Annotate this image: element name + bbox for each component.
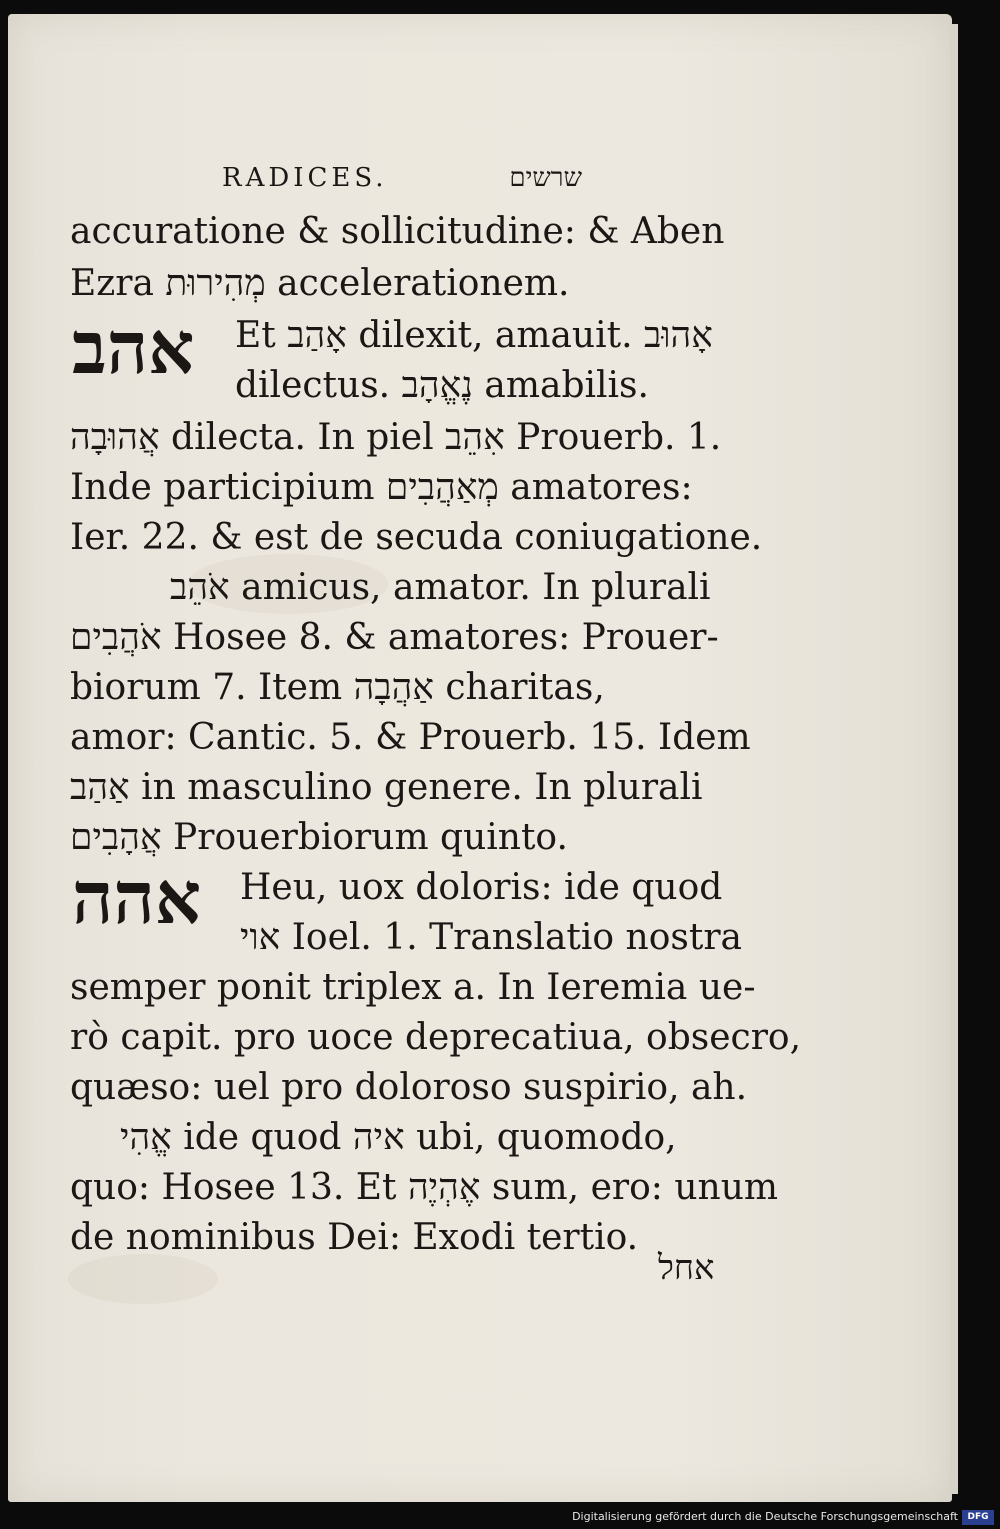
text-line: אֹהֵב amicus, amator. In plurali	[170, 567, 711, 608]
dfg-logo: DFG	[962, 1510, 994, 1525]
running-head	[222, 158, 582, 198]
text-line: Inde participium מְאַהֲבִים amatores:	[70, 467, 693, 508]
text-line: biorum 7. Item אַהֲבָה charitas,	[70, 667, 605, 708]
drop-entry-ahab: אהב	[72, 305, 195, 390]
text-line: accuratione & sollicitudine: & Aben	[70, 211, 725, 252]
drop-entry-ahah: אהה	[72, 855, 202, 940]
text-line: אֹהֲבִים Hosee 8. & amatores: Prouer-	[70, 617, 719, 658]
footer-credit: Digitalisierung gefördert durch die Deutsche Forschungsgemeinschaft	[572, 1510, 958, 1523]
text-line: quæso: uel pro doloroso suspirio, ah.	[70, 1067, 748, 1108]
text-line: אֲהוּבָה dilecta. In piel אִהֵב Prouerb. 1.	[70, 417, 722, 458]
page-stain	[68, 1254, 218, 1304]
catchword: אחל	[658, 1248, 715, 1288]
text-line: Ezra מְהִירוּת accelerationem.	[70, 263, 570, 304]
text-line: אֱהִי ide quod איה ubi, quomodo,	[120, 1117, 677, 1158]
text-line: amor: Cantic. 5. & Prouerb. 15. Idem	[70, 717, 751, 758]
text-line: dilectus. נֶאֱהָב amabilis.	[235, 365, 649, 406]
text-line: אֲהָבִים Prouerbiorum quinto.	[70, 817, 568, 858]
text-line: rò capit. pro uoce deprecatiua, obsecro,	[70, 1017, 802, 1058]
text-line: Ier. 22. & est de secuda coniugatione.	[70, 517, 763, 558]
footer-bar	[0, 1506, 1000, 1529]
text-line: Heu, uox doloris: ide quod	[240, 867, 723, 908]
page-edge	[950, 24, 958, 1494]
text-line: אַהַב in masculino genere. In plurali	[70, 767, 703, 808]
running-head-latin: RADICES.	[222, 163, 388, 193]
text-line: semper ponit triplex a. In Ieremia ue-	[70, 967, 756, 1008]
text-line: quo: Hosee 13. Et אֶהְיֶה sum, ero: unum	[70, 1167, 779, 1208]
text-line: de nominibus Dei: Exodi tertio.	[70, 1217, 639, 1258]
text-line: Et אָהַב dilexit, amauit. אָהוּב	[235, 315, 713, 356]
running-head-hebrew: שרשים	[509, 163, 582, 193]
text-line: אוי Ioel. 1. Translatio nostra	[240, 917, 742, 958]
